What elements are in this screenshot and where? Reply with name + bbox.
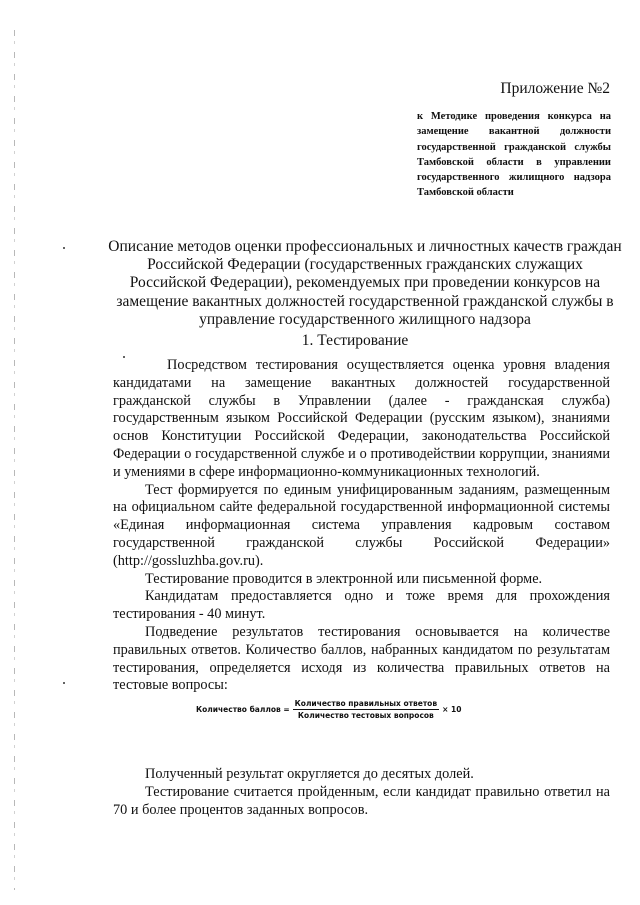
scan-edge-artifact [14, 30, 15, 890]
closing-text [113, 766, 610, 819]
paragraph: Посредством тестирования осуществляется оценка уровня владения кандидатами на замещение вакантных должностей государственной гражданской службы в Управлении (далее - гражданская служба) государственным языком Российской Федерации (русским языком), знаниями основ Конституции Российской Федерации, законодательства Российской Федерации о государственной службе и о противодействии коррупции, знаниями и умениями в сфере информационно-коммуникационных технологий. [113, 357, 610, 480]
appendix-reference: к Методике проведения конкурса на замещение вакантной должности государственной гражданской службы Тамбовской области в управлении государственного жилищного надзора Тамбовской области [417, 111, 611, 199]
score-formula [196, 699, 461, 720]
formula-fraction [293, 699, 439, 720]
formula-denominator: Количество тестовых вопросов [297, 711, 434, 720]
formula-multiplier: × 10 [442, 705, 462, 714]
body-text [113, 357, 610, 695]
paragraph: Подведение результатов тестирования основывается на количестве правильных ответов. Количество баллов, набранных кандидатом по результатам тестирования, определяется исходя из количества правильных ответов на тестовые вопросы: [113, 623, 610, 694]
formula-lhs: Количество баллов = [196, 705, 290, 714]
scan-speck [63, 682, 65, 684]
paragraph: Полученный результат округляется до десятых долей. [145, 766, 474, 782]
appendix-title: Приложение №2 [500, 80, 610, 97]
paragraph: Тест формируется по единым унифицированным заданиям, размещенным на официальном сайте федеральной государственной информационной системы «Единая информационная система управления кадровым составом государственной гражданской службы Российской Федерации» (http://gossluzhba.gov.ru). [113, 481, 610, 569]
paragraph: Тестирование считается пройденным, если кандидат правильно ответил на 70 и более процентов заданных вопросов. [113, 783, 610, 818]
scan-speck [63, 247, 65, 249]
document-title: Описание методов оценки профессиональных и личностных качеств граждан Российской Федерации (государственных гражданских служащих Российской Федерации), рекомендуемых при проведении конкурсов на замещение вакантных должностей государственной гражданской службы в управление государственного жилищного надзора [108, 238, 622, 328]
formula-numerator: Количество правильных ответов [294, 699, 438, 708]
paragraph: Кандидатам предоставляется одно и тоже время для прохождения тестирования - 40 минут. [113, 588, 610, 623]
section-title: 1. Тестирование [301, 332, 409, 349]
paragraph: Тестирование проводится в электронной или письменной форме. [145, 570, 543, 587]
